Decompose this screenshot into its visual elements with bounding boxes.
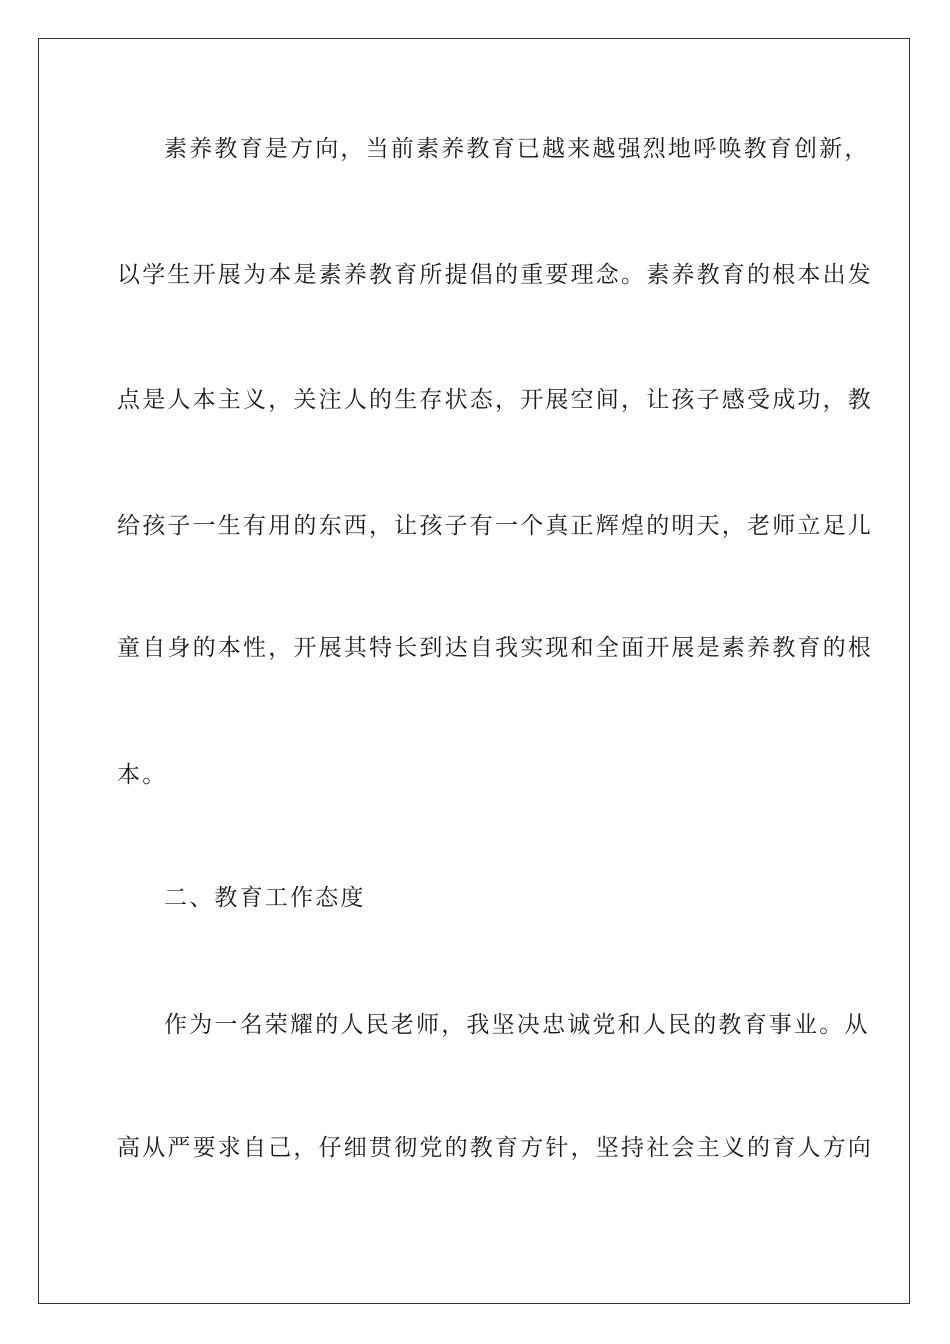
paragraph-1-line-2: 以学生开展为本是素养教育所提倡的重要理念。素养教育的根本出发 xyxy=(117,262,873,288)
paragraph-1-line-4: 给孩子一生有用的东西，让孩子有一个真正辉煌的明天，老师立足儿 xyxy=(117,513,873,539)
paragraph-1-line-5: 童自身的本性，开展其特长到达自我实现和全面开展是素养教育的根 xyxy=(117,635,873,661)
paragraph-2-line-2: 高从严要求自己，仔细贯彻党的教育方针，坚持社会主义的育人方向 xyxy=(117,1135,873,1161)
page-border xyxy=(38,38,910,1304)
paragraph-1-line-6: 本。 xyxy=(117,762,168,788)
paragraph-1-line-3: 点是人本主义，关注人的生存状态，开展空间，让孩子感受成功，教 xyxy=(117,387,873,413)
paragraph-1-line-1: 素养教育是方向，当前素养教育已越来越强烈地呼唤教育创新， xyxy=(164,136,870,162)
section-heading: 二、教育工作态度 xyxy=(164,885,366,911)
paragraph-2-line-1: 作为一名荣耀的人民老师，我坚决忠诚党和人民的教育事业。从 xyxy=(164,1012,870,1038)
